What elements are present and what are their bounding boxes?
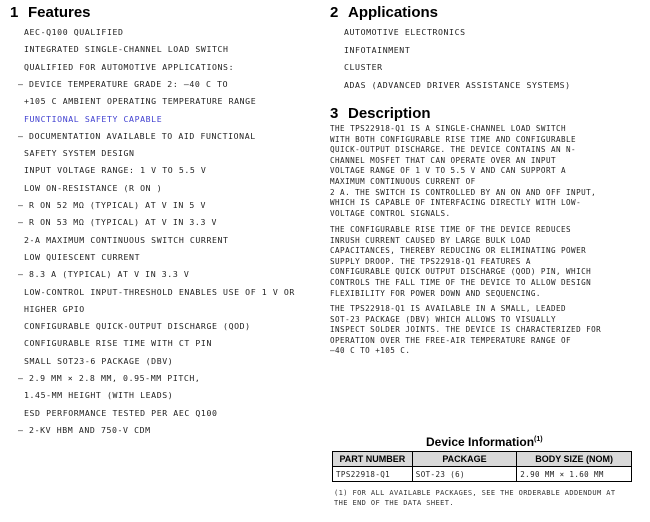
description-paragraph-2: [330, 225, 630, 299]
column-header-body-size: BODY SIZE (NOM): [517, 452, 632, 467]
device-info-title-text: Device Information: [426, 435, 535, 449]
paragraph-line: QUICK-OUTPUT DISCHARGE. THE DEVICE CONTAINS AN N-: [330, 145, 577, 155]
application-item: AUTOMOTIVE ELECTRONICS: [344, 27, 466, 37]
paragraph-line: –40 C TO +105 C.: [330, 346, 411, 356]
feature-item: HIGHER GPIO: [24, 303, 85, 314]
feature-item: – 2-KV HBM AND 750-V CDM: [18, 424, 151, 435]
applications-heading: [330, 4, 438, 22]
paragraph-line: WHICH IS CAPABLE OF INTERFACING DIRECTLY WITH LOW-: [330, 198, 582, 208]
feature-item: – R ON 52 MΩ (TYPICAL) AT V IN 5 V: [18, 200, 206, 210]
description-paragraph-3: [330, 304, 630, 357]
feature-item: – 8.3 A (TYPICAL) AT V IN 3.3 V: [18, 269, 190, 280]
description-heading: [330, 105, 431, 123]
paragraph-line: SOT-23 PACKAGE (DBV) WHICH ALLOWS TO VISUALLY: [330, 314, 556, 324]
section-number: 1: [10, 4, 19, 21]
paragraph-line: VOLTAGE RANGE OF 1 V TO 5.5 V AND CAN SUPPORT A: [330, 166, 567, 176]
device-info-footnote-ref: (1): [534, 436, 543, 443]
paragraph-line: SUPPLY DROOP. THE TPS22918-Q1 FEATURES A: [330, 256, 531, 266]
feature-item: LOW-CONTROL INPUT-THRESHOLD ENABLES USE OF 1 V OR: [24, 286, 295, 297]
feature-item: – DEVICE TEMPERATURE GRADE 2: –40 C TO: [18, 78, 229, 89]
feature-item: AEC-Q100 QUALIFIED: [24, 27, 124, 37]
paragraph-line: MAXIMUM CONTINUOUS CURRENT OF: [330, 176, 476, 186]
table-row: [333, 467, 632, 482]
footnote-line: THE END OF THE DATA SHEET.: [334, 499, 454, 507]
paragraph-line: VOLTAGE CONTROL SIGNALS.: [330, 208, 451, 218]
feature-item: 1.45-MM HEIGHT (WITH LEADS): [24, 390, 174, 401]
paragraph-line: 2 A. THE SWITCH IS CONTROLLED BY AN ON AND OFF INPUT,: [330, 187, 597, 197]
paragraph-line: CONFIGURABLE QUICK OUTPUT DISCHARGE (QOD) PIN, WHICH: [330, 267, 592, 277]
paragraph-line: FLEXIBILITY FOR POWER DOWN AND SEQUENCING.: [330, 288, 541, 298]
features-heading: [10, 4, 91, 22]
paragraph-line: INSPECT SOLDER JOINTS. THE DEVICE IS CHARACTERIZED FOR: [330, 325, 602, 335]
cell-body-size: 2.90 MM × 1.60 MM: [517, 467, 632, 482]
cell-part-number: TPS22918-Q1: [333, 467, 413, 482]
feature-item: – DOCUMENTATION AVAILABLE TO AID FUNCTIONAL: [18, 130, 256, 141]
table-header-row: [333, 452, 632, 467]
paragraph-line: INRUSH CURRENT CAUSED BY LARGE BULK LOAD: [330, 235, 531, 245]
paragraph-line: THE TPS22918-Q1 IS AVAILABLE IN A SMALL, LEADED: [330, 304, 567, 313]
feature-item: INPUT VOLTAGE RANGE: 1 V TO 5.5 V: [24, 165, 207, 176]
feature-item: SMALL SOT23-6 PACKAGE (DBV): [24, 355, 174, 366]
section-title: Features: [28, 4, 91, 21]
feature-item: 2-A MAXIMUM CONTINUOUS SWITCH CURRENT: [24, 234, 229, 245]
paragraph-line: WITH BOTH CONFIGURABLE RISE TIME AND CONFIGURABLE: [330, 134, 577, 144]
cell-package: SOT-23 (6): [412, 467, 516, 482]
paragraph-line: CONTROLS THE FALL TIME OF THE DEVICE TO ALLOW DESIGN: [330, 277, 592, 287]
paragraph-line: OPERATION OVER THE FREE-AIR TEMPERATURE RANGE OF: [330, 335, 572, 345]
feature-item: +105 C AMBIENT OPERATING TEMPERATURE RANGE: [24, 96, 257, 107]
footnote-line: (1) FOR ALL AVAILABLE PACKAGES, SEE THE ORDERABLE ADDENDUM AT: [334, 489, 616, 497]
feature-item: LOW ON-RESISTANCE (R ON ): [24, 182, 163, 193]
device-info-table: [332, 451, 632, 482]
feature-item: CONFIGURABLE RISE TIME WITH CT PIN: [24, 338, 212, 349]
application-item: INFOTAINMENT: [344, 44, 411, 55]
feature-item: LOW QUIESCENT CURRENT: [24, 251, 141, 262]
description-paragraph-1: [330, 124, 630, 219]
paragraph-line: CHANNEL MOSFET THAT CAN OPERATE OVER AN INPUT: [330, 155, 556, 165]
table-footnote: [334, 488, 615, 508]
section-title: Applications: [348, 4, 439, 21]
functional-safety-link[interactable]: FUNCTIONAL SAFETY CAPABLE: [24, 113, 163, 124]
column-header-package: PACKAGE: [412, 452, 516, 467]
feature-item: ESD PERFORMANCE TESTED PER AEC Q100: [24, 407, 218, 418]
device-info-title: [426, 435, 543, 449]
paragraph-line: THE CONFIGURABLE RISE TIME OF THE DEVICE REDUCES: [330, 225, 572, 234]
feature-item: SAFETY SYSTEM DESIGN: [24, 148, 135, 159]
feature-item: – R ON 53 MΩ (TYPICAL) AT V IN 3.3 V: [18, 217, 218, 228]
column-header-part-number: PART NUMBER: [333, 452, 413, 467]
feature-item: QUALIFIED FOR AUTOMOTIVE APPLICATIONS:: [24, 61, 235, 72]
feature-item: INTEGRATED SINGLE-CHANNEL LOAD SWITCH: [24, 44, 229, 55]
paragraph-line: CAPACITANCES, THEREBY REDUCING OR ELIMINATING POWER: [330, 246, 587, 256]
section-number: 3: [330, 105, 339, 122]
application-item: ADAS (ADVANCED DRIVER ASSISTANCE SYSTEMS): [344, 79, 571, 90]
paragraph-line: THE TPS22918-Q1 IS A SINGLE-CHANNEL LOAD SWITCH: [330, 124, 567, 133]
section-number: 2: [330, 4, 339, 21]
application-item: CLUSTER: [344, 62, 383, 72]
section-title: Description: [348, 105, 431, 122]
feature-item: CONFIGURABLE QUICK-OUTPUT DISCHARGE (QOD): [24, 321, 251, 332]
feature-item: – 2.9 MM × 2.8 MM, 0.95-MM PITCH,: [18, 373, 201, 383]
